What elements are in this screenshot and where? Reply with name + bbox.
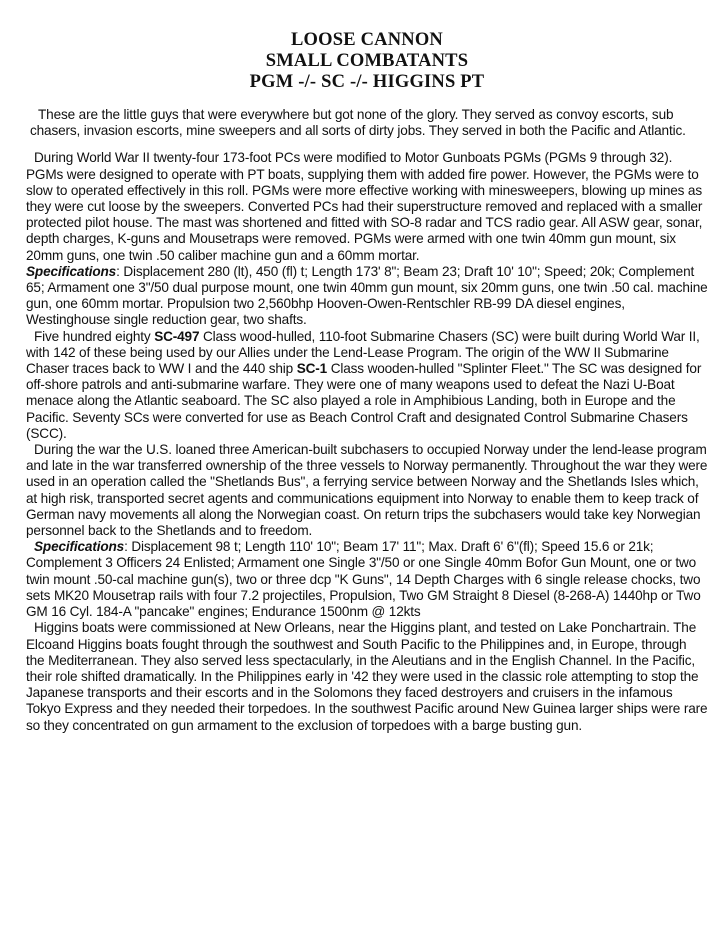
sc-paragraph-2: During the war the U.S. loaned three American-built subchasers to occupied Norway under the lend-lease program and late in the war transferred ownership of the three vessels to Norway permanently. Throughout the war they were used in an operation called the "Shetlands Bus", a ferrying service between Norway and the Shetlands Isles which, at high risk, transported secret agents and communications equipment into Norway to enable them to keep track of German navy movements all along the Norwegian coast. On return trips the subchasers would take key Norwegian personnel back to the Shetlands and to freedom. — [26, 442, 708, 539]
sc-class-497: SC-497 — [154, 328, 200, 344]
sc-spec-label: Specifications — [34, 539, 125, 555]
sc-spec-paragraph — [26, 539, 708, 620]
title-line-2: SMALL COMBATANTS — [265, 51, 469, 71]
document-title — [26, 30, 708, 93]
pgm-spec-label: Specifications — [26, 263, 117, 279]
intro-paragraph: These are the little guys that were everywhere but got none of the glory. They served as convoy escorts, sub chasers, invasion escorts, mine sweepers and all sorts of dirty jobs. They served in both the Pacific and Atlantic. — [30, 107, 686, 139]
sc-p1-text-a: Five hundred eighty — [34, 328, 155, 344]
sc-paragraph-1 — [26, 329, 708, 442]
pgm-paragraph — [26, 150, 708, 328]
title-line-1: LOOSE CANNON — [291, 30, 443, 50]
pgm-text: During World War II twenty-four 173-foot PCs were modified to Motor Gunboats PGMs (PGMs 9 through 32). PGMs were designed to operate with PT boats, supplying them with added fire power. However, the PGMs were to slow to operated effectively in this roll. PGMs were more effective working with minesweepers, blowing up mines as they were cut loose by the sweepers. Converted PCs had their superstructure removed and replaced with a smaller protected pilot house. The mast was shortened and fitted with SO-8 radar and TCS radio gear. All ASW gear, sonar, depth charges, K-guns and Mousetraps were removed. PGMs were armed with one twin 40mm gun mount, six 20mm guns, one twin .50 caliber machine gun and a 60mm mortar. — [26, 150, 703, 263]
sc-p1-text-b: Class wood-hulled, 110-foot Submarine Chasers (SC) were built during World War II, with 142 of these being used by our Allies under the Lend-Lease Program. The origin of the WW II Submarine Chaser traces back to WW I and the 440 ship — [26, 328, 700, 377]
sc-class-1: SC-1 — [296, 361, 328, 377]
higgins-paragraph: Higgins boats were commissioned at New Orleans, near the Higgins plant, and tested on Lake Ponchartrain. The Elcoand Higgins boats fought through the southwest and South Pacific to the Philippines and, in Europe, through the Mediterranean. They also served less spectacularly, in the Aleutians and in the English Channel. In the Pacific, their role shifted dramatically. In the Philippines early in '42 they were used in the classic role attempting to stop the Japanese transports and their escorts and in the Solomons they faced destroyers and cruisers in the infamous Tokyo Express and they needed their torpedoes. In the southwest Pacific around New Guinea larger ships were rare so they concentrated on gun armament to the exclusion of torpedoes with a barge busting gun. — [26, 620, 708, 733]
title-line-3: PGM -/- SC -/- HIGGINS PT — [249, 72, 485, 92]
pgm-spec-text: : Displacement 280 (lt), 450 (fl) t; Length 173' 8"; Beam 23; Draft 10' 10"; Speed; 20k; Complement 65; Armament one 3"/50 dual purpose mount, one twin 40mm gun mount, six 20mm guns, one twin .50 cal. machine gun, one 60mm mortar. Propulsion two 2,560bhp Hooven-Owen-Rentschler RB-99 DA diesel engines, Westinghouse single reduction gear, two shafts. — [26, 263, 708, 328]
sc-spec-text: : Displacement 98 t; Length 110' 10"; Beam 17' 11"; Max. Draft 6' 6"(fl); Speed 15.6 or 21k; Complement 3 Officers 24 Enlisted; Armament one Single 3"/50 or one Single 40mm Bofor Gun Mount, one or two twin mount .50-cal machine gun(s), two or three dcp "K Guns", 14 Depth Charges with 6 single release chocks, two sets MK20 Mousetrap rails with four 7.2 projectiles, Propulsion, Two GM Straight 8 Diesel (8-268-A) 1440hp or Two GM 16 Cyl. 184-A "pancake" engines; Endurance 1500nm @ 12kts — [26, 539, 701, 620]
sc-p1-text-c: Class wooden-hulled "Splinter Fleet." The SC was designed for off-shore patrols and anti-submarine warfare. They were one of many weapons used to defeat the Nazi U-Boat menace along the Atlantic seaboard. The SC also played a role in Amphibious Landing, both in Europe and the Pacific. Seventy SCs were converted for use as Beach Control Craft and designated Control Submarine Chasers (SCC). — [26, 361, 702, 441]
document-body — [26, 107, 708, 734]
